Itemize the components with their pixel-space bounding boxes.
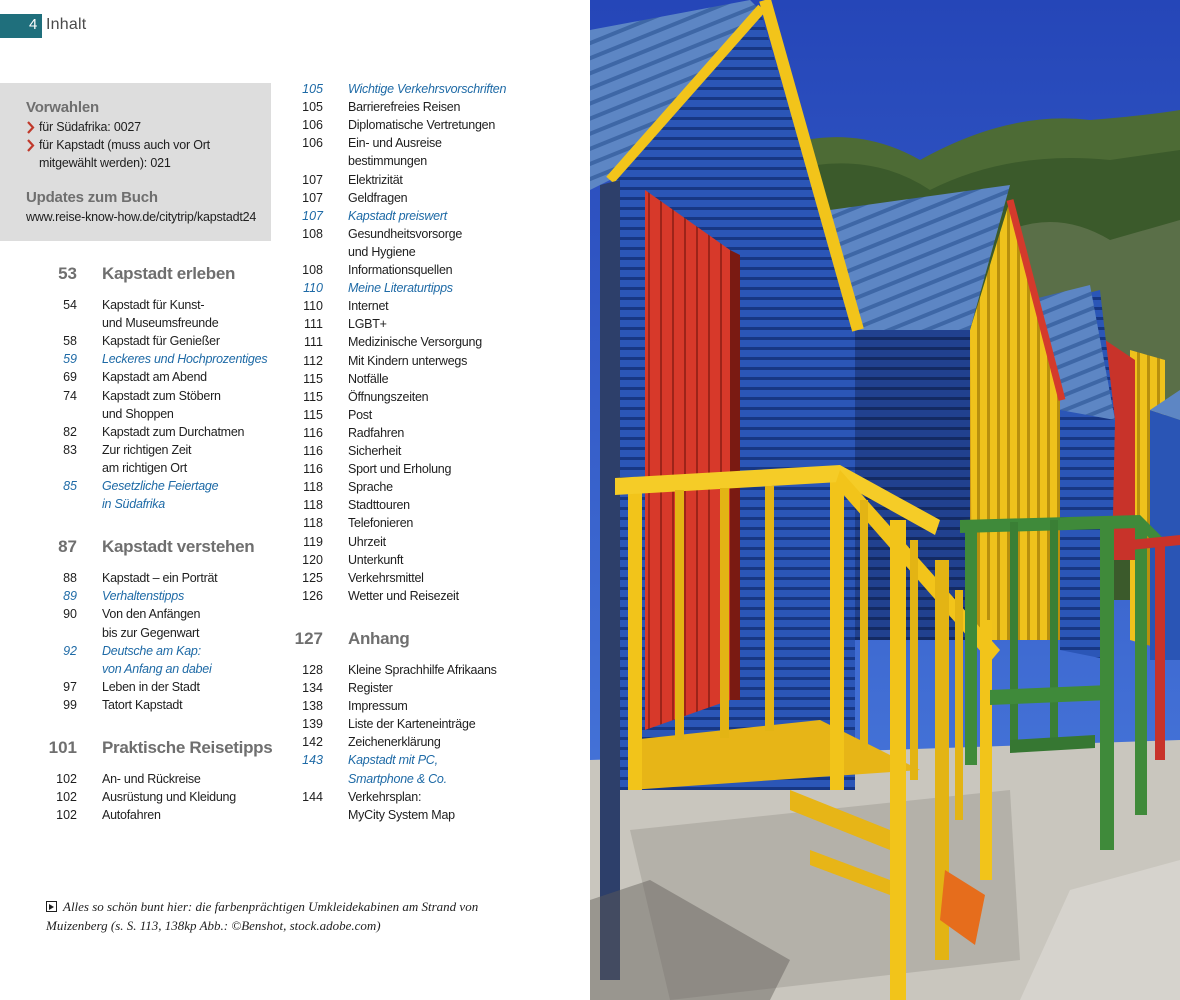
toc-page-number: 105 [302, 82, 323, 96]
toc-page-number: 92 [63, 643, 77, 658]
chevron-right-icon [26, 121, 35, 134]
toc-page-number: 120 [302, 552, 323, 567]
toc-entry[interactable]: MyCity System Map [348, 807, 455, 822]
toc-entry[interactable]: Kapstadt zum Durchatmen [102, 424, 245, 439]
updates-url[interactable]: www.reise-know-how.de/citytrip/kapstadt24 [26, 210, 257, 224]
toc-page-number: 118 [303, 516, 323, 531]
toc-entry[interactable]: Verkehrsmittel [348, 570, 424, 585]
toc-page-number: 116 [303, 425, 323, 440]
toc-entry[interactable]: Autofahren [102, 808, 161, 823]
toc-entry[interactable]: Liste der Karteneinträge [348, 717, 476, 732]
info-line: für Südafrika: 0027 [39, 120, 141, 134]
toc-entry[interactable]: Kapstadt – ein Porträt [102, 571, 218, 586]
toc-page-number: 110 [303, 299, 323, 314]
toc-entry[interactable]: Wetter und Reisezeit [348, 588, 459, 603]
toc-entry[interactable]: Informationsquellen [348, 263, 453, 277]
section-title[interactable]: Anhang [348, 628, 410, 648]
toc-entry[interactable]: Sicherheit [348, 444, 402, 458]
toc-entry[interactable]: am richtigen Ort [102, 460, 187, 475]
toc-entry[interactable]: Kleine Sprachhilfe Afrikaans [348, 662, 497, 677]
toc-page-number: 115 [303, 371, 323, 386]
toc-page-number: 107 [302, 190, 323, 205]
beach-huts-photo [590, 0, 1180, 1000]
toc-entry[interactable]: Elektrizität [348, 172, 403, 187]
info-line: für Kapstadt (muss auch vor Ort [39, 138, 210, 152]
toc-page-number: 106 [302, 118, 323, 133]
toc-entry[interactable]: Barrierefreies Reisen [348, 100, 461, 115]
toc-entry[interactable]: Kapstadt mit PC, [348, 753, 438, 768]
photo-caption [46, 897, 526, 935]
toc-page-number: 85 [63, 479, 77, 493]
toc-page-number: 59 [63, 352, 77, 367]
info-heading-updates: Updates zum Buch [26, 189, 158, 206]
toc-entry[interactable]: Ausrüstung und Kleidung [102, 790, 236, 805]
toc-page-number: 142 [302, 735, 323, 750]
toc-page-number: 107 [302, 172, 323, 187]
toc-page-number: 54 [63, 298, 77, 312]
toc-entry[interactable]: Uhrzeit [348, 534, 386, 549]
toc-entry[interactable]: Notfälle [348, 371, 389, 386]
chevron-right-icon [26, 139, 35, 152]
toc-entry[interactable]: Tatort Kapstadt [102, 697, 183, 712]
toc-entry[interactable]: Leckeres und Hochprozentiges [102, 352, 268, 367]
toc-entry[interactable]: Sport und Erholung [348, 462, 452, 477]
toc-entry[interactable]: bestimmungen [348, 154, 427, 169]
info-heading-vorwahlen: Vorwahlen [26, 99, 99, 116]
toc-entry[interactable]: An- und Rückreise [102, 772, 201, 786]
toc-page-number: 88 [63, 571, 77, 586]
toc-entry[interactable]: Unterkunft [348, 552, 404, 567]
toc-entry[interactable]: Wichtige Verkehrsvorschriften [348, 82, 507, 96]
toc-entry[interactable]: Kapstadt für Kunst- [102, 298, 205, 312]
toc-page-number: 116 [303, 462, 323, 477]
toc-entry[interactable]: Kapstadt zum Stöbern [102, 388, 221, 403]
toc-page-number: 118 [303, 498, 323, 513]
toc-entry[interactable]: Internet [348, 299, 389, 314]
toc-entry[interactable]: Geldfragen [348, 190, 408, 205]
section-title[interactable]: Kapstadt verstehen [102, 537, 255, 557]
toc-page-number: 90 [63, 607, 77, 622]
photo-reference-icon [46, 901, 57, 912]
toc-page-number: 107 [302, 208, 323, 223]
toc-entry[interactable]: Register [348, 681, 393, 695]
toc-entry[interactable]: Zeichenerklärung [348, 735, 441, 750]
toc-entry[interactable]: Mit Kindern unterwegs [348, 353, 468, 368]
page-title: Inhalt [46, 16, 87, 33]
toc-page-number: 89 [63, 589, 77, 604]
toc-page-number: 134 [302, 681, 323, 695]
toc-entry[interactable]: Verkehrsplan: [348, 789, 422, 804]
toc-entry[interactable]: Leben in der Stadt [102, 679, 200, 694]
toc-entry[interactable]: Telefonieren [348, 516, 414, 531]
toc-page-number: 116 [303, 444, 323, 458]
section-number: 53 [58, 264, 77, 283]
toc-entry[interactable]: Meine Literaturtipps [348, 281, 453, 296]
toc-page-number: 138 [302, 699, 323, 714]
toc-page-number: 102 [56, 808, 77, 823]
caption-text: Alles so schön bunt hier: die farbenprächtigen Umkleidekabinen am Strand von Muizenberg (s. S. 113, 138kp Abb.: ©Benshot, stock.adobe.com) [46, 899, 479, 933]
toc-page-number: 105 [302, 100, 323, 115]
toc-entry[interactable]: Gesundheitsvorsorge [348, 226, 463, 241]
toc-page-number: 143 [302, 753, 323, 768]
toc-entry[interactable]: Ein- und Ausreise [348, 136, 442, 151]
toc-page-number: 110 [303, 281, 323, 296]
toc-page-number: 108 [302, 263, 323, 277]
section-number: 87 [58, 537, 77, 557]
toc-page-number: 82 [63, 424, 77, 439]
toc-entry[interactable]: Von den Anfängen [102, 607, 201, 622]
toc-page-number: 97 [63, 679, 77, 694]
section-title[interactable]: Kapstadt erleben [102, 264, 236, 283]
toc-entry[interactable]: bis zur Gegenwart [102, 625, 200, 640]
section-number: 127 [294, 628, 323, 648]
toc-page-number: 99 [63, 697, 77, 712]
toc-page-number: 74 [63, 388, 77, 403]
toc-entry[interactable]: Medizinische Versorgung [348, 335, 482, 350]
toc-entry[interactable]: Impressum [348, 699, 408, 714]
toc-page-number: 126 [302, 588, 323, 603]
toc-entry[interactable]: und Shoppen [102, 406, 174, 421]
toc-entry[interactable]: und Hygiene [348, 244, 416, 259]
toc-page-number: 111 [303, 317, 323, 332]
toc-entry[interactable]: Deutsche am Kap: [102, 643, 201, 658]
toc-entry[interactable]: Diplomatische Vertretungen [348, 118, 496, 133]
toc-entry[interactable]: Öffnungszeiten [348, 389, 429, 404]
info-box [0, 83, 271, 241]
toc-page-number: 106 [302, 136, 323, 151]
toc-page-number: 125 [302, 570, 323, 585]
toc-page-number: 69 [63, 370, 77, 385]
toc-entry[interactable]: in Südafrika [102, 497, 166, 512]
toc-entry[interactable]: Zur richtigen Zeit [102, 442, 192, 457]
toc-entry[interactable]: Sprache [348, 480, 393, 495]
toc-page-number: 119 [303, 534, 323, 549]
toc-page-number: 102 [56, 772, 77, 786]
toc-entry[interactable]: Kapstadt für Genießer [102, 334, 220, 349]
toc-page-number: 83 [63, 442, 77, 457]
toc-page-number: 139 [302, 717, 323, 732]
toc-page-number: 115 [303, 407, 323, 422]
toc-page-number: 115 [303, 389, 323, 404]
toc-page-number: 111 [303, 335, 323, 350]
toc-page-number: 112 [303, 353, 323, 368]
toc-page-number: 118 [303, 480, 323, 495]
page-number: 4 [29, 16, 38, 33]
toc-page-number: 102 [56, 790, 77, 805]
info-line: mitgewählt werden): 021 [39, 156, 171, 170]
toc-page-number: 108 [302, 226, 323, 241]
toc-page-number: 144 [302, 789, 323, 804]
toc-entry[interactable]: Smartphone & Co. [348, 771, 447, 786]
toc-entry[interactable]: Stadttouren [348, 498, 410, 513]
toc-page-number: 58 [63, 334, 77, 349]
toc-entry[interactable]: Gesetzliche Feiertage [102, 479, 219, 493]
toc-entry[interactable]: Post [348, 407, 373, 422]
section-number: 101 [48, 738, 77, 757]
toc-page-number: 128 [302, 662, 323, 677]
section-title[interactable]: Praktische Reisetipps [102, 738, 273, 757]
toc-entry[interactable]: von Anfang an dabei [102, 661, 212, 676]
toc-entry[interactable]: LGBT+ [348, 317, 387, 332]
toc-entry[interactable]: Verhaltenstipps [102, 589, 184, 604]
toc-entry[interactable]: Kapstadt preiswert [348, 208, 448, 223]
toc-entry[interactable]: Radfahren [348, 425, 405, 440]
toc-entry[interactable]: Kapstadt am Abend [102, 370, 207, 385]
toc-entry[interactable]: und Museumsfreunde [102, 316, 219, 331]
